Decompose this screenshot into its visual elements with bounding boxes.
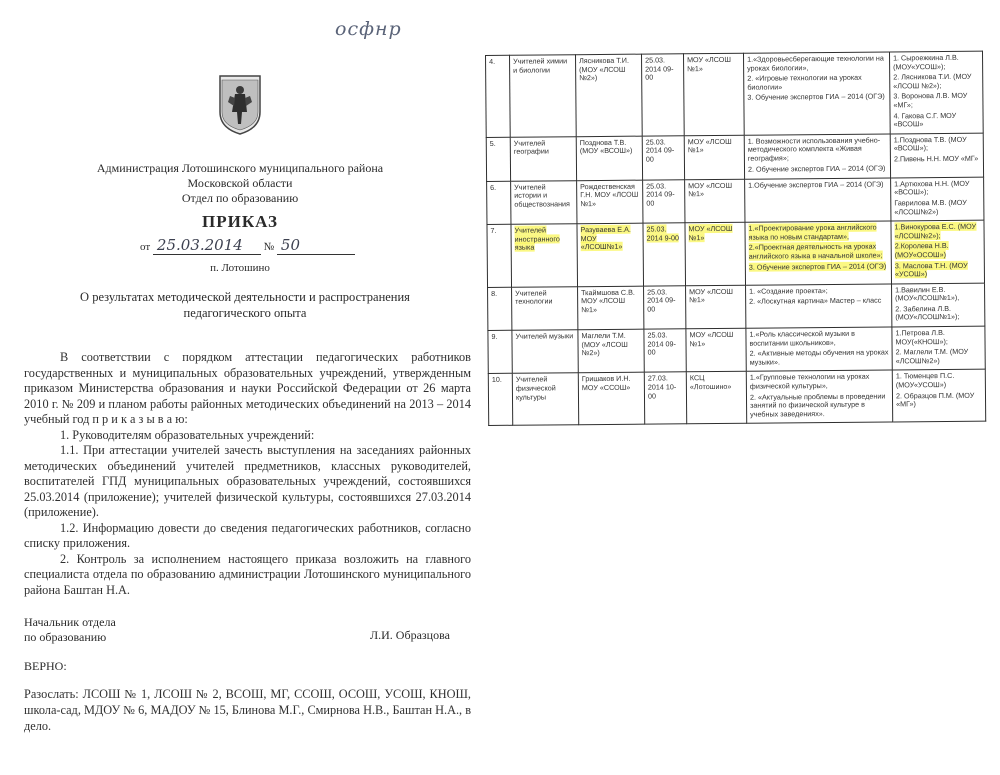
cell-venue-text: МОУ «ЛСОШ №1» — [687, 54, 732, 73]
cell-leader — [576, 136, 642, 181]
cell-number — [486, 55, 511, 137]
cell-speakers — [891, 177, 984, 221]
cell-group-text: Учителей физической культуры — [515, 374, 556, 402]
cell-topics-line: 3. Обучение экспертов ГИА – 2014 (ОГЭ) — [747, 91, 885, 103]
cell-date — [641, 54, 684, 136]
signatory-position-2: по образованию — [24, 630, 107, 644]
cell-venue-text: МОУ «ЛСОШ №1» — [687, 136, 732, 155]
cell-speakers-line: 1.Винокурова Е.С. (МОУ «ЛСОШ№2»); — [894, 221, 977, 241]
cell-leader — [577, 180, 643, 224]
cell-date — [644, 285, 686, 329]
cell-number-text: 6. — [490, 182, 497, 192]
cell-group — [510, 136, 576, 181]
cell-topics-line: 1.«Роль классической музыки в воспитании школьников», — [749, 328, 855, 348]
document-title: ПРИКАЗ — [202, 212, 278, 231]
cell-group — [511, 224, 578, 287]
cell-leader-text: Маглели Т.М. (МОУ «ЛСОШ №2») — [581, 330, 628, 358]
cell-venue — [684, 135, 744, 180]
cell-date — [643, 223, 686, 286]
cell-group-text: Учителей химии и биологии — [513, 56, 568, 75]
cell-topics — [743, 52, 890, 135]
cell-speakers-line: 2. Лясникова Т.И. (МОУ «ЛСОШ №2»); — [893, 71, 972, 91]
date-prefix: от — [140, 241, 151, 253]
cell-speakers-line: 2. Образцов П.М. (МОУ «МГ») — [895, 390, 975, 409]
cell-speakers — [892, 326, 985, 370]
cell-date-text: 25.03. 2014 09-00 — [646, 181, 675, 208]
place-of-issue: п. Лотошино — [210, 262, 270, 274]
cell-topics-line: 3. Обучение экспертов ГИА – 2014 (ОГЭ) — [748, 261, 887, 272]
order-body — [24, 350, 471, 598]
cell-number — [486, 137, 510, 181]
cell-leader-text: Разуваева Е.А. МОУ «ЛСОШ№1» — [580, 224, 631, 252]
cell-date-text: 25.03. 2014 09-00 — [647, 287, 676, 314]
cell-leader-text: Рождественская Г.Н. МОУ «ЛСОШ №1» — [580, 181, 639, 209]
cell-speakers-line: 2. Маглели Т.М. (МОУ «ЛСОШ№2») — [895, 347, 969, 366]
cell-group — [512, 373, 578, 426]
cell-speakers-line: 1.Вавилин Е.В. (МОУ«ЛСОШ№1»), — [895, 284, 960, 303]
cell-topics-line: 1.«Групповые технологии на уроках физической культуры», — [749, 372, 870, 391]
cell-number-text: 5. — [489, 138, 496, 148]
cell-topics-line: 1. «Создание проекта»; — [749, 285, 828, 296]
cell-speakers-line: 1. Тюменцев П.С. (МОУ«УСОШ») — [895, 371, 955, 390]
region-name: Московской области — [187, 176, 293, 190]
cell-leader — [578, 286, 644, 330]
cell-speakers-line: 2.Пивень Н.Н. МОУ «МГ» — [893, 153, 979, 164]
cell-number — [488, 374, 512, 426]
department-name: Отдел по образованию — [181, 191, 299, 205]
cell-topics-line: 1. Возможности использования учебно-методического комплекта «Живая география»; — [747, 135, 881, 163]
cell-number — [488, 287, 512, 331]
order-subject: О результатах методической деятельности и распространения педагогического опыта — [80, 290, 410, 320]
cell-speakers-line: 1.Позднова Т.В. (МОУ «ВСОШ»); — [893, 134, 967, 153]
cell-group-text: Учителей иностранного языка — [514, 225, 560, 253]
cell-date-text: 25.03. 2014 09-00 — [645, 137, 675, 164]
signatory-position-1: Начальник отдела — [24, 615, 116, 629]
signatory-name: Л.И. Образцова — [370, 628, 450, 642]
table-row — [488, 326, 985, 374]
table-row — [487, 220, 985, 287]
order-number: 50 — [277, 236, 355, 255]
cell-date-text: 25.03. 2014 09-00 — [647, 330, 676, 357]
cell-speakers-line: 4. Гакова С.Г. МОУ «ВСОШ» — [893, 110, 957, 129]
cell-topics-line: 2.«Проектная деятельность на уроках английского языка в начальной школе»; — [748, 241, 883, 261]
cell-topics — [746, 284, 892, 329]
cell-date — [644, 329, 686, 373]
cell-venue — [686, 328, 746, 372]
cell-venue-text: МОУ «ЛСОШ №1» — [688, 223, 733, 242]
table-row — [488, 283, 985, 331]
cell-speakers-line: 3. Маслова Т.Н. (МОУ «УСОШ») — [894, 260, 968, 279]
cell-group-text: Учителей музыки — [515, 331, 574, 341]
cell-speakers-line: Гаврилова М.В. (МОУ «ЛСОШ№2») — [894, 197, 967, 216]
cell-speakers — [891, 220, 985, 283]
distribution-list: Разослать: ЛСОШ № 1, ЛСОШ № 2, ВСОШ, МГ, ССОШ, ОСОШ, УСОШ, КНОШ, школа-сад, МДОУ № 6, МАДОУ № 15, Блинова М.Г., Смирнова Н.В., Баштан Н.А., в дело. — [24, 687, 471, 733]
cell-date — [643, 180, 685, 224]
cell-leader — [577, 223, 644, 286]
cell-number — [487, 224, 512, 287]
cell-number — [487, 181, 511, 225]
cell-number — [488, 330, 512, 374]
appendix-table — [485, 51, 986, 427]
cell-date-text: 25.03. 2014 09-00 — [645, 55, 674, 82]
coat-of-arms-emblem — [216, 72, 264, 136]
verified-label: ВЕРНО: — [24, 659, 67, 673]
order-date-line — [140, 236, 355, 255]
cell-topics-line: 1.«Проектирование урока английского языка по новым стандартам», — [748, 222, 877, 242]
cell-speakers — [889, 51, 983, 134]
cell-venue-text: МОУ «ЛСОШ №1» — [689, 286, 734, 305]
cell-group — [512, 330, 578, 374]
cell-venue-text: МОУ «ЛСОШ №1» — [689, 329, 734, 348]
table-row — [486, 51, 984, 137]
item-1: 1. Руководителям образовательных учреждений: — [60, 427, 315, 442]
handwritten-note: осфнр — [335, 18, 402, 40]
cell-group — [511, 180, 577, 224]
cell-group — [512, 286, 578, 330]
item-2: 2. Контроль за исполнением настоящего приказа возложить на главного специалиста отдела по образованию администрации Лотошинского муниципального района Баштан Н.А. — [24, 551, 471, 597]
cell-leader-text: Ткаймшова С.В. МОУ «ЛСОШ №1» — [581, 287, 635, 315]
cell-speakers-line: 1.Артюхова Н.Н. (МОУ «ВСОШ»); — [894, 178, 970, 197]
cell-number-text: 9. — [491, 331, 498, 342]
cell-speakers-line: 3. Воронова Л.В. МОУ «МГ»; — [893, 91, 968, 110]
cell-number-text: 10. — [491, 375, 502, 385]
cell-venue-text: МОУ «ЛСОШ №1» — [688, 180, 733, 199]
cell-topics — [746, 327, 892, 372]
cell-speakers-line: 1.Петрова Л.В. МОУ(«КНОШ»); — [895, 328, 948, 347]
cell-speakers — [892, 370, 985, 423]
cell-venue — [683, 53, 744, 135]
cell-date — [642, 136, 684, 180]
cell-topics — [744, 134, 890, 179]
cell-leader-text: Позднова Т.В. (МОУ «ВСОШ») — [579, 137, 633, 156]
cell-leader-text: Гришаков И.Н. МОУ «ССОШ» — [581, 374, 631, 393]
cell-number-text: 4. — [489, 56, 496, 66]
table-row — [488, 370, 985, 426]
cell-topics-line: 2. «Лоскутная картина» Мастер – класс — [749, 295, 882, 306]
cell-leader — [578, 329, 644, 373]
cell-topics-line: 2. «Активные методы обучения на уроках музыки». — [749, 347, 889, 367]
table-row — [486, 133, 983, 181]
cell-group-text: Учителей географии — [513, 138, 549, 157]
cell-topics-line: 2. «Игровые технологии на уроках биологии» — [747, 72, 862, 92]
cell-venue — [686, 372, 746, 424]
cell-date-text: 25.03. 2014 9-00 — [646, 224, 680, 243]
cell-venue — [685, 222, 746, 285]
cell-group — [510, 55, 577, 137]
cell-venue — [686, 285, 746, 329]
cell-group-text: Учителей технологии — [515, 288, 553, 307]
cell-venue-text: КСЦ «Лотошино» — [689, 373, 732, 392]
appendix-table-wrapper — [485, 51, 985, 427]
cell-venue — [685, 179, 745, 223]
cell-speakers-line: 1. Сыроежкина Л.В. (МОУ«УСОШ»); — [893, 52, 959, 72]
cell-speakers-line: 2. Забелина Л.В. (МОУ«ЛСОШ№1»); — [895, 303, 960, 322]
cell-group-text: Учителей истории и обществознания — [514, 182, 570, 209]
number-prefix: № — [263, 241, 275, 253]
cell-leader-text: Лясникова Т.И. (МОУ «ЛСОШ №2») — [579, 55, 629, 83]
cell-date-text: 27.03. 2014 10-00 — [647, 373, 677, 401]
cell-leader — [578, 373, 644, 426]
cell-topics-line: 1.Обучение экспертов ГИА – 2014 (ОГЭ) — [748, 179, 884, 190]
cell-topics-line: 2. «Актуальные проблемы в проведении занятий по физической культуре в учебных заведениях». — [749, 391, 886, 419]
preamble-paragraph: В соответствии с порядком аттестации педагогических работников государственных и муниципальных образовательных учреждений, утвержденным приказом Министерства образования и науки Российской Федерации от 26 марта 2010 г. № 209 и планом работы районных методических объединений на 2013 – 2014 учебный год п р и к а з ы в а ю: — [24, 350, 471, 426]
cell-topics-line: 1.«Здоровьесберегающие технологии на уроках биологии», — [747, 53, 884, 73]
cell-topics-line: 2. Обучение экспертов ГИА – 2014 (ОГЭ) — [747, 163, 886, 174]
item-1-1: 1.1. При аттестации учителей зачесть выступления на заседаниях районных методических объединений учителей предметников, классных руководителей, воспитателей ГПД муниципальных образовательных учреждений, состоявшихся 25.03.2014 (приложение); учителей физической культуры, состоявшихся 27.03.2014 (приложение). — [24, 443, 471, 519]
cell-speakers — [892, 283, 985, 327]
cell-topics — [745, 221, 892, 285]
item-1-2: 1.2. Информацию довести до сведения педагогических работников, согласно списку приложения. — [24, 520, 471, 550]
order-date: 25.03.2014 — [153, 236, 261, 255]
cell-speakers — [890, 133, 983, 178]
cell-number-text: 7. — [490, 226, 497, 236]
cell-leader — [576, 54, 643, 136]
administration-name: Администрация Лотошинского муниципального района — [96, 161, 384, 175]
cell-topics — [746, 370, 892, 423]
cell-number-text: 8. — [491, 288, 498, 298]
cell-date — [644, 372, 686, 424]
cell-topics — [745, 178, 891, 223]
cell-speakers-line: 2.Королева Н.В. (МОУ«ОСОШ») — [894, 241, 949, 260]
table-row — [487, 177, 984, 225]
